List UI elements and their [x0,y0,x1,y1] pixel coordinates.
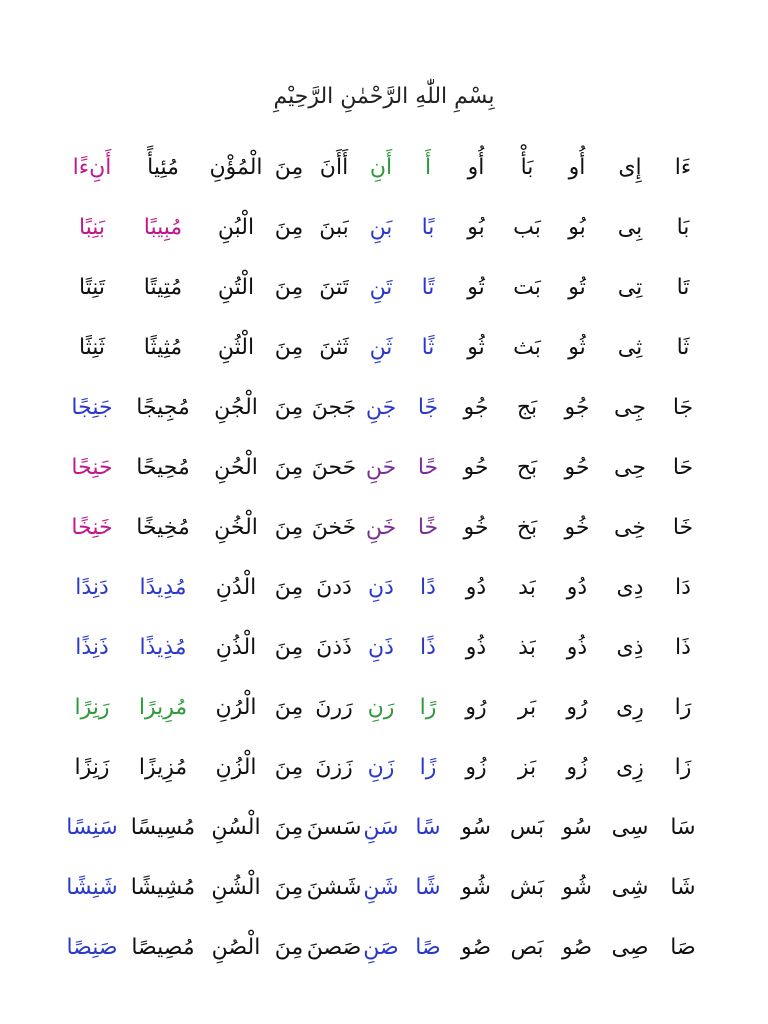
syllable-row [0,683,768,733]
syllable-cell: بَأْ [520,155,534,180]
syllable-cell: زُو [566,755,588,780]
syllable-cell: ثَثنَ [319,335,349,360]
syllable-cell: خَا [672,515,694,540]
syllable-cell: زًا [419,755,437,780]
syllable-cell: شُو [562,875,592,900]
syllable-cell: حًا [417,455,439,480]
syllable-cell: خُو [564,515,590,540]
syllable-cell: تَنِتًا [78,275,106,300]
syllable-cell: الْذُنِ [215,635,257,660]
syllable-cell: الْثُنِ [217,335,255,360]
syllable-cell: زَنِ [367,755,395,780]
syllable-cell: تِى [617,275,643,300]
syllable-cell: خَنِ [365,515,397,540]
syllable-cell: سَسنَ [306,815,362,840]
syllable-cell: بَس [509,815,545,840]
syllable-row [0,563,768,613]
syllable-cell: رَنِرًا [74,695,110,720]
syllable-cell: رَنِ [367,695,395,720]
syllable-cell: بَح [516,455,538,480]
syllable-row [0,323,768,373]
syllable-cell: مِنَ [274,395,304,420]
syllable-cell: جُو [463,395,489,420]
syllable-cell: بَذ [518,635,536,660]
syllable-cell: مِنَ [274,455,304,480]
syllable-cell: رًا [419,695,437,720]
syllable-cell: زَزنَ [315,755,353,780]
syllable-cell: مُجِيجًا [136,395,190,420]
syllable-cell: مُسِيسًا [130,815,196,840]
syllable-cell: بِى [617,215,643,240]
syllable-cell: سَا [670,815,696,840]
syllable-row [0,143,768,193]
syllable-cell: الْتُنِ [217,275,255,300]
syllable-cell: جَجنَ [311,395,357,420]
syllable-cell: جَا [672,395,694,420]
syllable-cell: شَا [670,875,696,900]
syllable-cell: خًا [417,515,439,540]
syllable-cell: مُبِيبًا [143,215,183,240]
syllable-cell: خِى [614,515,646,540]
syllable-cell: تًا [421,275,435,300]
syllable-cell: رَا [674,695,692,720]
syllable-cell: رُو [465,695,487,720]
syllable-cell: بَنِبًا [78,215,106,240]
syllable-cell: ثِى [617,335,643,360]
syllable-cell: ذًا [420,635,436,660]
syllable-cell: جِى [614,395,646,420]
syllable-cell: خَخنَ [311,515,357,540]
syllable-cell: مِنَ [274,335,304,360]
syllable-cell: مُذِيذًا [139,635,187,660]
syllable-cell: خَنِخًا [71,515,113,540]
syllable-cell: سُو [562,815,592,840]
syllable-cell: رُو [566,695,588,720]
syllable-cell: ذُو [566,635,588,660]
syllable-row [0,383,768,433]
syllable-row [0,503,768,553]
syllable-cell: زِى [616,755,644,780]
syllable-cell: تَنِ [369,275,393,300]
syllable-row [0,923,768,973]
syllable-cell: مِنَ [274,275,304,300]
syllable-cell: ثُو [467,335,485,360]
syllable-cell: الْسُنِ [211,815,261,840]
syllable-cell: مِنَ [274,515,304,540]
syllable-cell: شَنِ [363,875,399,900]
syllable-cell: ذِى [616,635,644,660]
syllable-cell: دَدنَ [316,575,352,600]
syllable-cell: مِنَ [274,815,304,840]
syllable-cell: بَت [513,275,541,300]
syllable-cell: صُو [561,935,593,960]
syllable-cell: بَج [516,395,538,420]
syllable-cell: مُزِيزًا [138,755,188,780]
syllable-cell: الْدُنِ [215,575,257,600]
syllable-cell: الْجُنِ [214,395,258,420]
syllable-cell: مُتِيتًا [143,275,183,300]
syllable-cell: تُو [467,275,485,300]
syllable-cell: دَنِدًا [75,575,109,600]
syllable-cell: بَبنَ [319,215,349,240]
syllable-row [0,263,768,313]
syllable-row [0,443,768,493]
syllable-cell: ثُو [568,335,586,360]
syllable-cell: رَرنَ [315,695,353,720]
syllable-cell: أَنِ [369,155,393,180]
syllable-cell: شًا [415,875,441,900]
syllable-cell: زُو [465,755,487,780]
syllable-cell: صُو [460,935,492,960]
syllable-cell: بُو [568,215,586,240]
syllable-cell: حُو [463,455,489,480]
syllable-cell: مِنَ [274,935,304,960]
syllable-cell: مِنَ [274,635,304,660]
syllable-cell: حَحنَ [311,455,357,480]
syllable-cell: ثَنِ [369,335,393,360]
syllable-cell: أَنِءًا [72,155,112,180]
syllable-cell: صِى [611,935,649,960]
syllable-cell: دَا [675,575,691,600]
syllable-cell: ثَنِثًا [78,335,106,360]
syllable-cell: إِى [618,155,642,180]
syllable-cell: سَنِسًا [66,815,118,840]
syllable-cell: بًا [421,215,435,240]
syllable-cell: بَص [510,935,544,960]
basmala-header: بِسْمِ اللّٰهِ الرَّحْمٰنِ الرَّحِيْمِ [273,84,495,109]
syllable-cell: مُرِيرًا [138,695,188,720]
syllable-cell: بَب [513,215,541,240]
syllable-row [0,743,768,793]
syllable-cell: شَشنَ [306,875,362,900]
syllable-cell: بَد [518,575,536,600]
syllable-cell: دُو [465,575,487,600]
syllable-cell: حِى [614,455,646,480]
syllable-cell: دُو [566,575,588,600]
syllable-cell: بَز [517,755,537,780]
syllable-cell: جُو [564,395,590,420]
syllable-cell: صًا [415,935,441,960]
syllable-cell: الْمُؤْنِ [209,155,263,180]
syllable-cell: مِنَ [274,695,304,720]
syllable-cell: مُشِيشًا [130,875,196,900]
syllable-cell: تَا [676,275,690,300]
syllable-cell: خُو [463,515,489,540]
syllable-cell: صَنِصًا [66,935,118,960]
syllable-cell: سِى [611,815,649,840]
syllable-cell: شِى [611,875,649,900]
syllable-cell: بَث [513,335,541,360]
syllable-cell: مِنَ [274,155,304,180]
syllable-cell: ثًا [421,335,435,360]
syllable-cell: مُثِيثًا [143,335,183,360]
syllable-cell: أُو [467,155,485,180]
syllable-cell: ذَنِ [368,635,394,660]
syllable-cell: ذَذنَ [316,635,352,660]
syllable-cell: رِى [616,695,644,720]
syllable-cell: جَنِ [365,395,397,420]
syllable-cell: مِنَ [274,875,304,900]
syllable-cell: جًا [417,395,439,420]
syllable-cell: بَنِ [369,215,393,240]
syllable-cell: الْحُنِ [214,455,258,480]
syllable-cell: الْرُنِ [215,695,257,720]
syllable-cell: ذُو [465,635,487,660]
syllable-cell: دِى [616,575,644,600]
syllable-cell: الْخُنِ [214,515,258,540]
syllable-row [0,803,768,853]
syllable-cell: حَا [672,455,694,480]
syllable-cell: أَ [424,155,432,180]
syllable-cell: جَنِجًا [71,395,113,420]
syllable-cell: بَا [676,215,690,240]
syllable-cell: حُو [564,455,590,480]
syllable-cell: شُو [461,875,491,900]
syllable-cell: مُدِيدًا [139,575,187,600]
syllable-cell: أُو [568,155,586,180]
syllable-cell: صَنِ [363,935,399,960]
syllable-cell: ذَا [675,635,691,660]
syllable-cell: الْبُنِ [217,215,255,240]
syllable-cell: سًا [415,815,441,840]
syllable-cell: حَنِحًا [71,455,113,480]
syllable-row [0,863,768,913]
syllable-cell: الْصُنِ [211,935,261,960]
syllable-cell: مُخِيخًا [136,515,190,540]
syllable-cell: بُو [467,215,485,240]
syllable-cell: دًا [420,575,436,600]
syllable-cell: صَصنَ [306,935,362,960]
syllable-cell: تُو [568,275,586,300]
syllable-row [0,203,768,253]
syllable-cell: ثَا [676,335,690,360]
syllable-cell: بَش [509,875,545,900]
syllable-cell: ذَنِذًا [75,635,109,660]
syllable-cell: صَا [670,935,696,960]
syllable-cell: مُصِيصًا [131,935,195,960]
syllable-cell: مُئِيأً [147,155,179,180]
syllable-cell: شَنِشًا [66,875,118,900]
syllable-cell: أَأَنَ [319,155,349,180]
syllable-cell: سُو [461,815,491,840]
syllable-cell: مُحِيحًا [136,455,190,480]
syllable-cell: حَنِ [365,455,397,480]
syllable-row [0,623,768,673]
syllable-cell: بَر [517,695,537,720]
syllable-cell: زَا [674,755,692,780]
syllable-cell: الْشُنِ [211,875,261,900]
syllable-cell: مِنَ [274,575,304,600]
syllable-cell: ءَا [674,155,692,180]
syllable-cell: تَتنَ [319,275,349,300]
syllable-cell: مِنَ [274,215,304,240]
syllable-cell: سَنِ [363,815,399,840]
syllable-cell: زَنِزًا [74,755,110,780]
syllable-cell: مِنَ [274,755,304,780]
syllable-cell: دَنِ [368,575,394,600]
syllable-cell: الْزُنِ [215,755,257,780]
syllable-cell: بَخ [516,515,538,540]
